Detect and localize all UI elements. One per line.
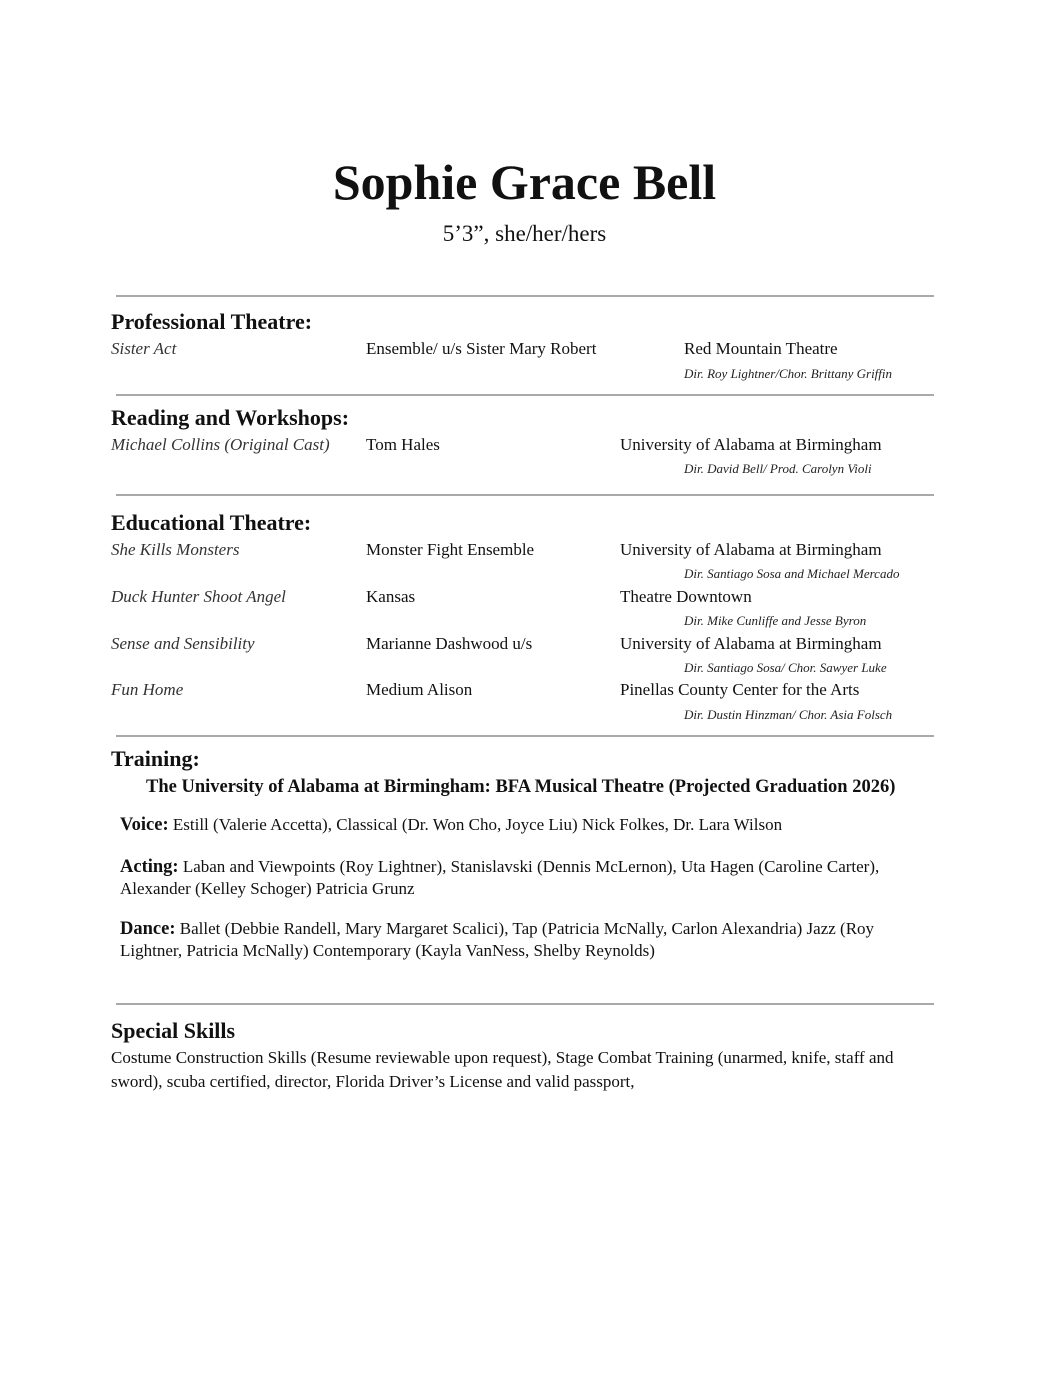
training-program: The University of Alabama at Birmingham: BFA Musical Theatre (Projected Graduation 2026): [146, 777, 896, 797]
credit-title: Sister Act: [111, 339, 177, 358]
credit-venue: University of Alabama at Birmingham: [620, 435, 882, 454]
divider: [116, 295, 934, 297]
dance-label: Dance:: [120, 919, 176, 939]
credit-role: Kansas: [366, 587, 416, 606]
acting-text: Laban and Viewpoints (Roy Lightner), Stanislavski (Dennis McLernon), Uta Hagen (Caroline Carter), Alexander (Kelley Schoger) Patricia Grunz: [120, 857, 880, 898]
credit-venue: University of Alabama at Birmingham: [620, 540, 882, 559]
resume-name: Sophie Grace Bell: [332, 154, 717, 210]
credit-venue: Theatre Downtown: [620, 587, 752, 606]
credit-title: Sense and Sensibility: [111, 634, 255, 653]
credit-role: Ensemble/ u/s Sister Mary Robert: [366, 339, 597, 358]
training-voice: [120, 814, 920, 836]
credit-role: Marianne Dashwood u/s: [366, 634, 533, 653]
acting-label: Acting:: [120, 857, 179, 877]
credit-venue: Pinellas County Center for the Arts: [620, 680, 860, 699]
credit-director: Dir. Santiago Sosa/ Chor. Sawyer Luke: [684, 660, 887, 675]
educational-theatre-heading: Educational Theatre:: [111, 510, 312, 535]
credit-title: Fun Home: [111, 680, 184, 699]
special-skills-heading: Special Skills: [111, 1018, 236, 1043]
divider: [116, 735, 934, 737]
training-heading: Training:: [111, 746, 200, 771]
training-dance: [120, 918, 920, 961]
special-skills-text: Costume Construction Skills (Resume reviewable upon request), Stage Combat Training (unarmed, knife, staff and sword), scuba certified, director, Florida Driver’s License and valid passport,: [111, 1048, 894, 1091]
divider: [116, 394, 934, 396]
credit-title: Duck Hunter Shoot Angel: [111, 587, 286, 606]
credit-title: She Kills Monsters: [111, 540, 240, 559]
credit-director: Dir. Roy Lightner/Chor. Brittany Griffin: [684, 366, 893, 381]
credit-role: Tom Hales: [366, 435, 440, 454]
resume-details: 5’3”, she/her/hers: [442, 221, 607, 246]
credit-role: Medium Alison: [366, 680, 473, 699]
credit-director: Dir. David Bell/ Prod. Carolyn Violi: [684, 461, 872, 476]
credit-title: Michael Collins (Original Cast): [111, 435, 330, 454]
credit-director: Dir. Santiago Sosa and Michael Mercado: [684, 566, 900, 581]
divider: [116, 1003, 934, 1005]
training-acting: [120, 856, 920, 899]
dance-text: Ballet (Debbie Randell, Mary Margaret Scalici), Tap (Patricia McNally, Carlon Alexandria) Jazz (Roy Lightner, Patricia McNally) Contemporary (Kayla VanNess, Shelby Reynolds): [120, 919, 875, 960]
credit-venue: Red Mountain Theatre: [684, 339, 838, 358]
voice-label: Voice:: [120, 815, 169, 835]
divider: [116, 494, 934, 496]
voice-text: Estill (Valerie Accetta), Classical (Dr. Won Cho, Joyce Liu) Nick Folkes, Dr. Lara Wilson: [172, 815, 783, 834]
reading-workshops-heading: Reading and Workshops:: [111, 405, 350, 430]
credit-director: Dir. Dustin Hinzman/ Chor. Asia Folsch: [684, 707, 893, 722]
credit-director: Dir. Mike Cunliffe and Jesse Byron: [684, 613, 867, 628]
credit-role: Monster Fight Ensemble: [366, 540, 535, 559]
credit-venue: University of Alabama at Birmingham: [620, 634, 882, 653]
professional-theatre-heading: Professional Theatre:: [111, 309, 313, 334]
